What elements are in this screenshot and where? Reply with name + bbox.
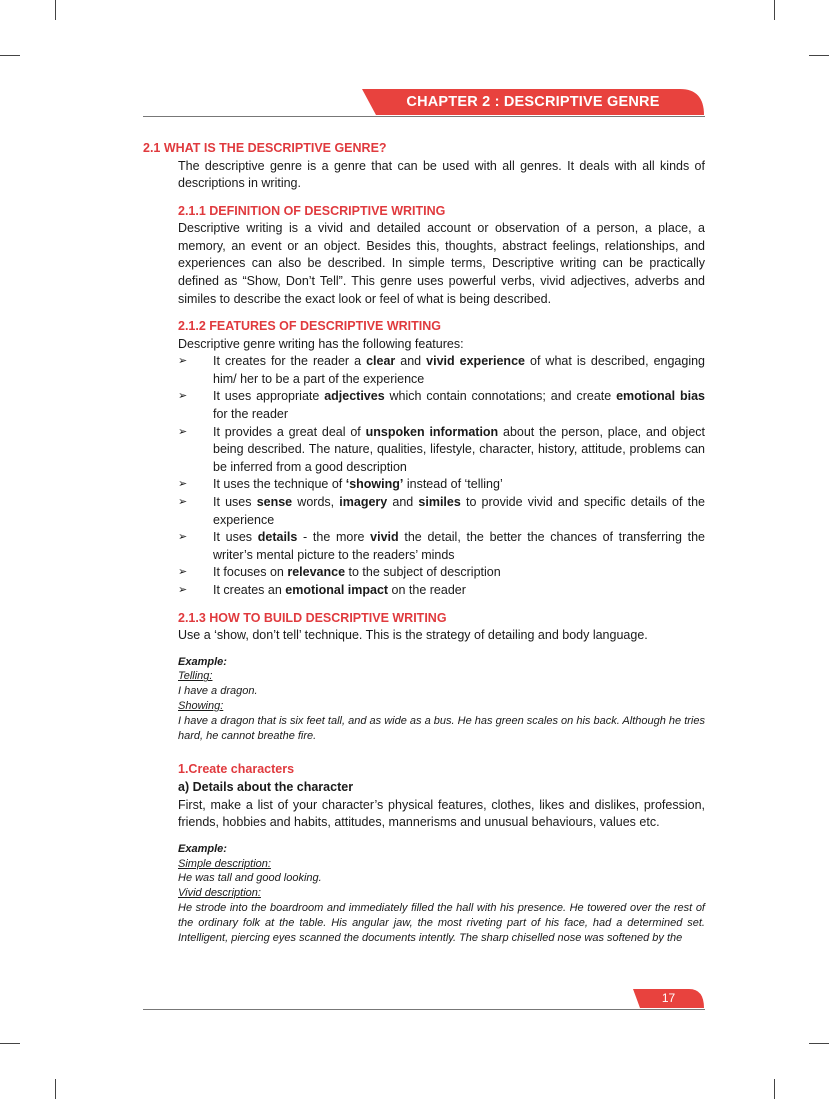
crop-mark bbox=[809, 1043, 829, 1044]
page-content bbox=[143, 140, 705, 945]
page-number-tab bbox=[633, 989, 704, 1008]
simple-description-label: Simple description: bbox=[178, 857, 271, 870]
footer-divider bbox=[143, 1009, 705, 1010]
vivid-description-label: Vivid description: bbox=[178, 887, 261, 900]
crop-mark bbox=[774, 0, 775, 20]
example-block bbox=[178, 655, 705, 744]
create-characters-heading: 1.Create characters bbox=[178, 762, 295, 777]
list-item: ➢ It uses details - the more vivid the detail, the better the chances of transferring the writer’s mental picture to the readers’ minds bbox=[178, 530, 705, 562]
list-item: ➢ It uses appropriate adjectives which contain connotations; and create emotional bias for the reader bbox=[178, 389, 705, 422]
crop-mark bbox=[55, 1079, 56, 1099]
showing-label: Showing: bbox=[178, 700, 224, 713]
crop-mark bbox=[0, 1043, 20, 1044]
list-item: ➢ It focuses on relevance to the subject of description bbox=[178, 564, 705, 582]
example-label: Example: bbox=[178, 655, 227, 668]
crop-mark bbox=[0, 55, 20, 56]
chapter-tab bbox=[362, 89, 704, 115]
simple-description-text: He was tall and good looking. bbox=[178, 872, 322, 885]
crop-mark bbox=[809, 55, 829, 56]
telling-label: Telling: bbox=[178, 670, 213, 683]
list-item: ➢ It uses sense words, imagery and similes to provide vivid and specific details of the experience bbox=[178, 495, 706, 527]
arrowhead-bullet-icon: ➢ bbox=[178, 355, 188, 368]
header-divider bbox=[143, 116, 705, 117]
definition-paragraph: Descriptive writing is a vivid and detailed account or observation of a person, a place, a memory, an event or an object. Besides this, thoughts, abstract feelings, relationships, and experiences can also be described. In simple terms, Descriptive writing can be practically defined as “Show, Don’t Tell”. This genre uses powerful verbs, vivid adjectives, adverbs and similes to describe the exact look or feel of what is being described. bbox=[178, 221, 705, 306]
example-block bbox=[178, 842, 705, 946]
section-2-1-body: The descriptive genre is a genre that can be used with all genres. It deals with all kinds of descriptions in writing. bbox=[178, 158, 705, 191]
arrowhead-bullet-icon: ➢ bbox=[178, 583, 188, 596]
vivid-description-text: He strode into the boardroom and immediately filled the hall with his presence. He towered over the rest of the ordinary folk at the table. His angular jaw, the most riveting part of his face, had a determined set. Intelligent, piercing eyes scanned the documents intently. The sharp chiselled nose was softened by the bbox=[178, 901, 705, 944]
section-heading-2-1-2: 2.1.2 FEATURES OF DESCRIPTIVE WRITING bbox=[178, 319, 441, 334]
list-item: ➢ It creates an emotional impact on the reader bbox=[178, 582, 705, 600]
arrowhead-bullet-icon: ➢ bbox=[178, 566, 188, 579]
arrowhead-bullet-icon: ➢ bbox=[178, 496, 188, 508]
create-characters-body: First, make a list of your character’s physical features, clothes, likes and dislikes, profession, friends, hobbies and habits, attitudes, mannerisms and unusual behaviours, values etc. bbox=[178, 797, 705, 830]
character-details-subheading: a) Details about the character bbox=[178, 779, 354, 794]
example-label: Example: bbox=[178, 842, 227, 855]
features-list bbox=[178, 353, 705, 599]
list-item: ➢ It creates for the reader a clear and vivid experience of what is described, engaging him/ her to be a part of the experience bbox=[178, 354, 706, 386]
page-number: 17 bbox=[661, 991, 676, 1005]
showing-text: I have a dragon that is six feet tall, and as wide as a bus. He has green scales on his back. Although he tries hard, he cannot breathe fire. bbox=[178, 714, 705, 742]
section-heading-2-1-3: 2.1.3 HOW TO BUILD DESCRIPTIVE WRITING bbox=[178, 610, 447, 625]
crop-mark bbox=[774, 1079, 775, 1099]
section-heading-2-1: 2.1 WHAT IS THE DESCRIPTIVE GENRE? bbox=[143, 141, 387, 155]
list-item: ➢ It uses the technique of ‘showing’ instead of ‘telling’ bbox=[178, 476, 705, 494]
chapter-title: CHAPTER 2 : DESCRIPTIVE GENRE bbox=[406, 94, 660, 110]
crop-mark bbox=[55, 0, 56, 20]
section-heading-2-1-1: 2.1.1 DEFINITION OF DESCRIPTIVE WRITING bbox=[178, 203, 446, 218]
telling-text: I have a dragon. bbox=[178, 685, 258, 698]
list-item: ➢ It provides a great deal of unspoken information about the person, place, and object being described. The nature, qualities, lifestyle, character, history, attitude, problems can be inferred from a good description bbox=[178, 424, 705, 474]
section-2-1-3-body: Use a ‘show, don’t tell’ technique. This is the strategy of detailing and body language. bbox=[178, 628, 648, 643]
arrowhead-bullet-icon: ➢ bbox=[178, 478, 188, 491]
arrowhead-bullet-icon: ➢ bbox=[178, 425, 188, 438]
arrowhead-bullet-icon: ➢ bbox=[178, 531, 188, 544]
arrowhead-bullet-icon: ➢ bbox=[178, 390, 188, 403]
features-intro: Descriptive genre writing has the following features: bbox=[178, 336, 464, 351]
